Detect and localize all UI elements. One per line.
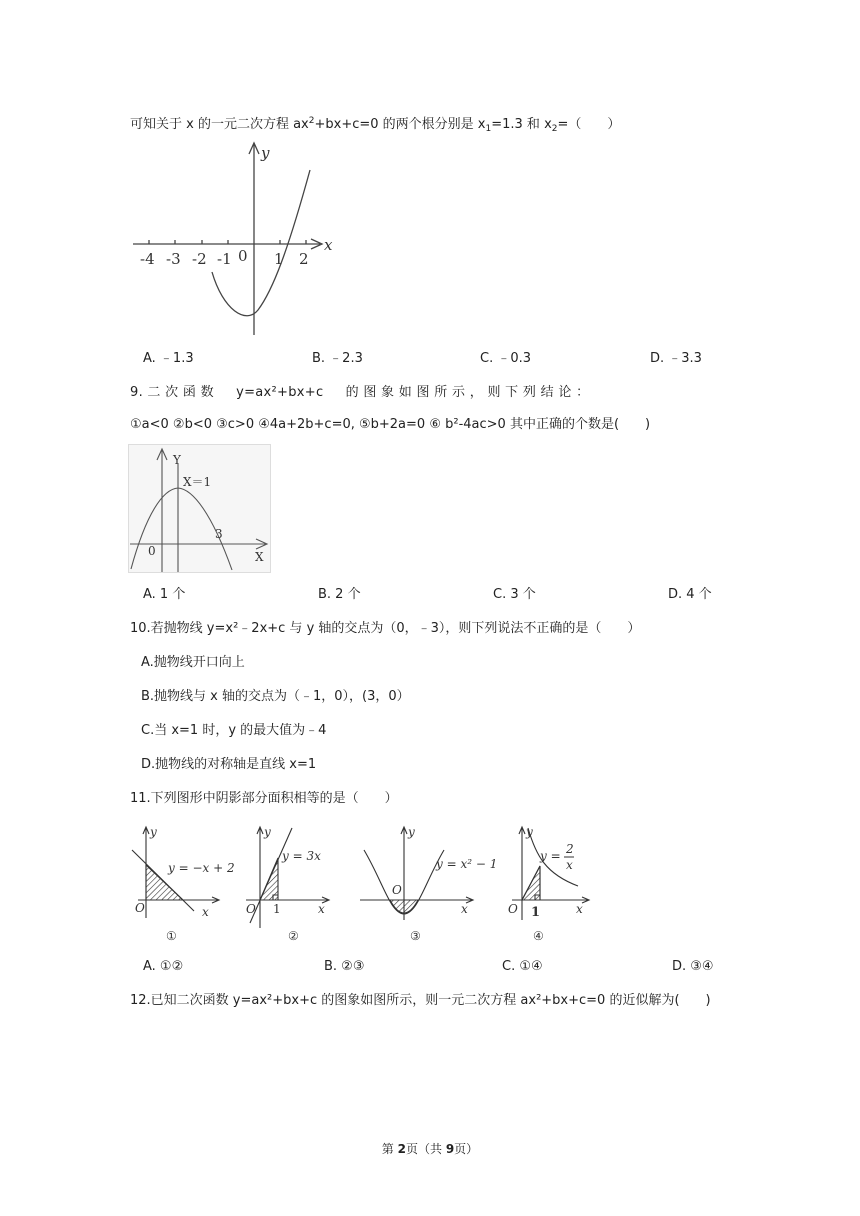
q8-stem-mid2: =1.3 和 x bbox=[491, 117, 552, 132]
q11-option-c[interactable]: C. ①④ bbox=[502, 959, 543, 974]
q11-f4-num: ④ bbox=[533, 929, 544, 943]
q9-origin: 0 bbox=[148, 544, 156, 558]
footer-page-number: 2 bbox=[397, 1142, 406, 1156]
q9-graph bbox=[128, 444, 273, 574]
q10-choice-c[interactable]: C.当 x=1 时，y 的最大值为﹣4 bbox=[141, 723, 327, 738]
q11-f1-y: y bbox=[150, 825, 157, 839]
q11-option-b[interactable]: B. ②③ bbox=[324, 959, 365, 974]
q11-f2-eq: y = 3x bbox=[282, 849, 321, 863]
q8-tick-label: -4 bbox=[140, 250, 155, 268]
q11-figure-2 bbox=[246, 827, 329, 928]
q11-f4-tick: 1 bbox=[531, 905, 541, 920]
q8-option-d[interactable]: D. ﹣3.3 bbox=[650, 351, 702, 366]
q9-axis-label: X＝1 bbox=[183, 475, 212, 489]
q8-stem-end: =（ ） bbox=[557, 117, 621, 132]
q11-f1-num: ① bbox=[166, 929, 177, 943]
q8-sub2: 2 bbox=[551, 124, 558, 134]
q8-parabola bbox=[212, 170, 310, 316]
footer-mid: 页（共 bbox=[405, 1142, 446, 1156]
q8-origin-label: 0 bbox=[238, 247, 248, 265]
q10-choice-b[interactable]: B.抛物线与 x 轴的交点为（﹣1，0），(3，0） bbox=[141, 689, 410, 704]
q8-tick-label: -2 bbox=[192, 250, 207, 268]
q11-f4-eq-y: y = bbox=[540, 849, 561, 863]
page-footer bbox=[0, 1140, 860, 1157]
q11-f4-o: O bbox=[508, 902, 518, 916]
q11-f4-eq-den: x bbox=[566, 858, 573, 872]
q11-f4-y: y bbox=[526, 825, 533, 839]
q9-option-c[interactable]: C. 3 个 bbox=[493, 587, 536, 602]
footer-pre: 第 bbox=[381, 1142, 398, 1156]
q11-f3-eq: y = x² − 1 bbox=[436, 857, 498, 871]
q9-option-d[interactable]: D. 4 个 bbox=[668, 587, 712, 602]
q11-f1-x: x bbox=[202, 905, 209, 919]
q11-figure-3 bbox=[360, 827, 473, 920]
q8-x-label: x bbox=[324, 236, 333, 254]
q11-f4-eq-num: 2 bbox=[566, 842, 574, 856]
q8-stem bbox=[130, 112, 620, 138]
q8-option-a[interactable]: A. ﹣1.3 bbox=[143, 351, 194, 366]
q8-tick-label: 1 bbox=[274, 250, 284, 268]
q11-f2-y: y bbox=[264, 825, 271, 839]
q8-tick-label: 2 bbox=[299, 250, 309, 268]
q9-root: 3 bbox=[215, 527, 223, 541]
q8-option-c[interactable]: C. ﹣0.3 bbox=[480, 351, 532, 366]
q10-stem: 10.若抛物线 y=x²﹣2x+c 与 y 轴的交点为（0，﹣3），则下列说法不正确的是（ ） bbox=[130, 621, 641, 636]
q8-y-label: y bbox=[261, 144, 270, 162]
q11-stem: 11.下列图形中阴影部分面积相等的是（ ） bbox=[130, 791, 398, 806]
q11-f1-o: O bbox=[135, 901, 145, 915]
q9-stem-line2: ①a<0 ②b<0 ③c>0 ④4a+2b+c=0, ⑤b+2a=0 ⑥ b²-4ac>0 其中正确的个数是( ) bbox=[130, 417, 651, 432]
q10-choice-d[interactable]: D.抛物线的对称轴是直线 x=1 bbox=[141, 757, 317, 772]
q8-sup: 2 bbox=[308, 116, 315, 126]
q8-graph bbox=[128, 140, 338, 340]
q8-stem-mid: +bx+c=0 的两个根分别是 x bbox=[314, 117, 486, 132]
q11-option-a[interactable]: A. ①② bbox=[143, 959, 184, 974]
q12-stem: 12.已知二次函数 y=ax²+bx+c 的图象如图所示，则一元二次方程 ax²+bx+c=0 的近似解为( ) bbox=[130, 993, 711, 1008]
q11-f2-o: O bbox=[246, 902, 256, 916]
footer-post: 页） bbox=[454, 1142, 479, 1156]
q8-option-b[interactable]: B. ﹣2.3 bbox=[312, 351, 363, 366]
q11-f3-o: O bbox=[392, 883, 402, 897]
q8-stem-prefix: 可知关于 x 的一元二次方程 ax bbox=[130, 117, 309, 132]
q11-f3-y: y bbox=[408, 825, 415, 839]
q11-f2-x: x bbox=[318, 902, 325, 916]
q11-f2-tick: 1 bbox=[273, 902, 281, 916]
q11-f4-x: x bbox=[576, 902, 583, 916]
q9-option-a[interactable]: A. 1 个 bbox=[143, 587, 186, 602]
q11-f2-num: ② bbox=[288, 929, 299, 943]
q8-tick-label: -3 bbox=[166, 250, 181, 268]
q11-f1-eq: y = −x + 2 bbox=[168, 861, 235, 875]
q11-f3-num: ③ bbox=[410, 929, 421, 943]
q9-x-label: X bbox=[255, 550, 264, 564]
q11-figures bbox=[128, 820, 728, 950]
footer-total-pages: 9 bbox=[445, 1142, 455, 1156]
q8-sub1: 1 bbox=[485, 124, 492, 134]
q11-option-d[interactable]: D. ③④ bbox=[672, 959, 714, 974]
q9-option-b[interactable]: B. 2 个 bbox=[318, 587, 361, 602]
q8-tick-label: -1 bbox=[217, 250, 232, 268]
q10-choice-a[interactable]: A.抛物线开口向上 bbox=[141, 655, 245, 670]
q9-y-label: Y bbox=[173, 453, 181, 467]
q9-stem-line1: 9. 二 次 函 数 y=ax²+bx+c 的 图 象 如 图 所 示 ， 则 下 列 结 论 ： bbox=[130, 385, 590, 400]
q11-f3-x: x bbox=[461, 902, 468, 916]
